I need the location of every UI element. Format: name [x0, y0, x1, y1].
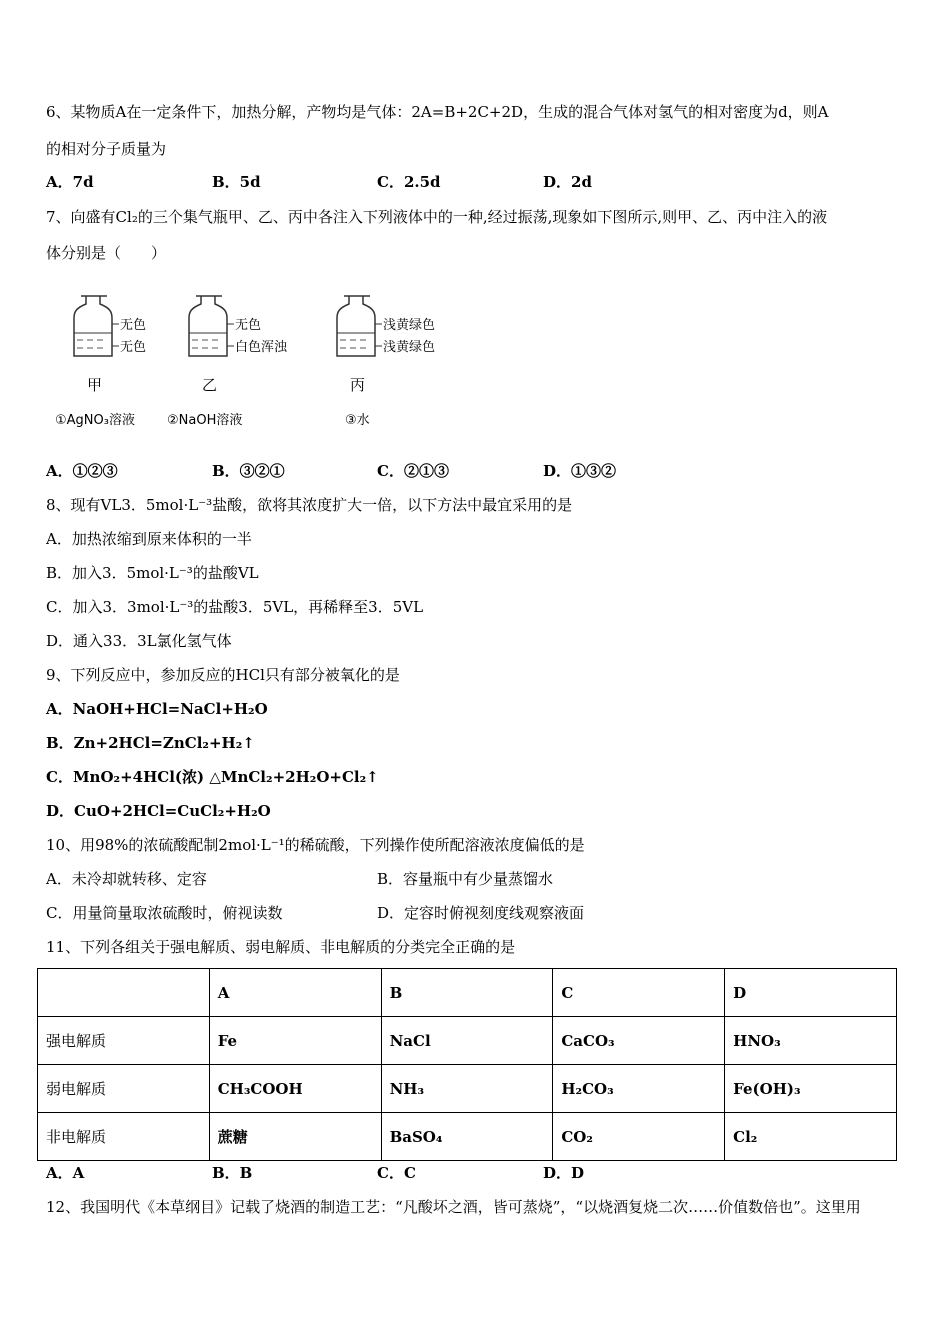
q9-option-b: B．Zn+2HCl=ZnCl₂+H₂↑ — [46, 734, 255, 752]
bottle-jia — [74, 296, 146, 394]
q7-option-c: C．②①③ — [377, 462, 449, 480]
jia-name: 甲 — [87, 376, 103, 394]
q11-option-b: B．B — [212, 1164, 253, 1182]
table-cell: HNO₃ — [725, 1017, 897, 1065]
bing-bottom-label: 浅黄绿色 — [383, 340, 436, 355]
table-cell: H₂CO₃ — [553, 1065, 725, 1113]
yi-name: 乙 — [202, 376, 218, 394]
table-cell: B — [381, 969, 553, 1017]
q6-stem: 6、某物质A在一定条件下，加热分解，产物均是气体：2A=B+2C+2D，生成的混合气体对氢气的相对密度为d，则A — [46, 103, 829, 121]
table-row — [38, 1065, 897, 1113]
q6-option-c: C．2.5d — [377, 173, 441, 191]
q8-option-b: B．加入3．5mol·L⁻³的盐酸VL — [46, 564, 259, 582]
q9-option-a: A．NaOH+HCl=NaCl+H₂O — [46, 700, 268, 718]
table-cell: 非电解质 — [38, 1113, 210, 1161]
table-cell: CaCO₃ — [553, 1017, 725, 1065]
table-row — [38, 1113, 897, 1161]
table-cell — [38, 969, 210, 1017]
reagent-3: ③水 — [345, 413, 370, 428]
q10-option-a: A．未冷却就转移、定容 — [46, 870, 207, 888]
q7-option-a: A．①②③ — [46, 462, 118, 480]
electrolyte-table — [37, 968, 897, 1161]
table-cell: 弱电解质 — [38, 1065, 210, 1113]
q11-option-d: D．D — [543, 1164, 585, 1182]
reagent-1: ①AgNO₃溶液 — [55, 413, 135, 428]
q7-option-b: B．③②① — [212, 462, 285, 480]
q12-stem: 12、我国明代《本草纲目》记载了烧酒的制造工艺：“凡酸坏之酒，皆可蒸烧”，“以烧酒复烧二次……价值数倍也”。这里用 — [46, 1198, 861, 1216]
table-cell: Cl₂ — [725, 1113, 897, 1161]
yi-top-label: 无色 — [235, 318, 262, 333]
jia-bottom-label: 无色 — [120, 340, 147, 355]
q6-option-d: D．2d — [543, 173, 592, 191]
bing-name: 丙 — [350, 376, 366, 394]
table-cell: CH₃COOH — [209, 1065, 381, 1113]
q9-option-d: D．CuO+2HCl=CuCl₂+H₂O — [46, 802, 271, 820]
q10-stem: 10、用98%的浓硫酸配制2mol·L⁻¹的稀硫酸，下列操作使所配溶液浓度偏低的是 — [46, 836, 585, 854]
yi-bottom-label: 白色浑浊 — [235, 340, 288, 355]
q6-option-b: B．5d — [212, 173, 261, 191]
table-cell: A — [209, 969, 381, 1017]
reagent-2: ②NaOH溶液 — [167, 413, 243, 428]
q8-option-a: A．加热浓缩到原来体积的一半 — [46, 530, 252, 548]
q11-stem: 11、下列各组关于强电解质、弱电解质、非电解质的分类完全正确的是 — [46, 938, 516, 956]
table-cell: D — [725, 969, 897, 1017]
q8-stem: 8、现有VL3．5mol·L⁻³盐酸，欲将其浓度扩大一倍，以下方法中最宜采用的是 — [46, 496, 573, 514]
q7-option-d: D．①③② — [543, 462, 617, 480]
jia-top-label: 无色 — [120, 318, 147, 333]
q11-option-a: A．A — [46, 1164, 85, 1182]
q11-option-c: C．C — [377, 1164, 416, 1182]
q7-stem: 7、向盛有Cl₂的三个集气瓶甲、乙、丙中各注入下列液体中的一种,经过振荡,现象如下图所示,则甲、乙、丙中注入的液 — [46, 208, 828, 226]
table-cell: BaSO₄ — [381, 1113, 553, 1161]
q9-option-c: C．MnO₂+4HCl(浓) △MnCl₂+2H₂O+Cl₂↑ — [46, 768, 379, 786]
table-cell: NaCl — [381, 1017, 553, 1065]
q6-option-a: A．7d — [46, 173, 94, 191]
table-row — [38, 1017, 897, 1065]
q10-option-b: B．容量瓶中有少量蒸馏水 — [377, 870, 554, 888]
table-cell: Fe(OH)₃ — [725, 1065, 897, 1113]
bottle-bing — [337, 296, 435, 394]
table-cell: CO₂ — [553, 1113, 725, 1161]
table-cell: 蔗糖 — [209, 1113, 381, 1161]
q7-stem-cont: 体分别是（ ） — [46, 244, 167, 262]
bing-top-label: 浅黄绿色 — [383, 318, 436, 333]
table-cell: 强电解质 — [38, 1017, 210, 1065]
table-cell: Fe — [209, 1017, 381, 1065]
q10-option-d: D．定容时俯视刻度线观察液面 — [377, 904, 585, 922]
table-header-row — [38, 969, 897, 1017]
q6-stem-cont: 的相对分子质量为 — [46, 140, 167, 158]
bottle-yi — [189, 296, 288, 394]
table-cell: C — [553, 969, 725, 1017]
q10-option-c: C．用量筒量取浓硫酸时，俯视读数 — [46, 904, 283, 922]
q8-option-d: D．通入33．3L氯化氢气体 — [46, 632, 232, 650]
q9-stem: 9、下列反应中，参加反应的HCl只有部分被氧化的是 — [46, 666, 400, 684]
gas-bottle-figure — [55, 290, 475, 435]
table-cell: NH₃ — [381, 1065, 553, 1113]
q8-option-c: C．加入3．3mol·L⁻³的盐酸3．5VL，再稀释至3．5VL — [46, 598, 424, 616]
